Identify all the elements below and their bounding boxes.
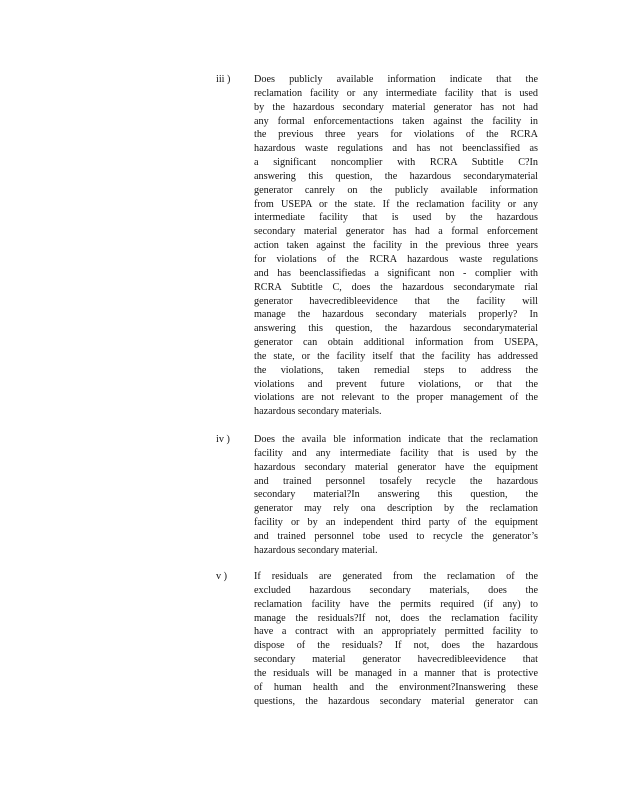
text-line: the previous three years for violations of the RCRA: [254, 129, 538, 141]
text-line: hazardous waste regulations and has not beenclassified as: [254, 143, 538, 155]
item-number: iii ): [216, 74, 231, 85]
text-line: facility or by an independent third party of the equipment: [254, 517, 538, 529]
text-line: generator can obtain additional information from USEPA,: [254, 337, 538, 349]
text-line: Does publicly available information indicate that the: [254, 74, 538, 85]
text-line: violations and prevent future violations, or that the: [254, 378, 538, 390]
text-line: and has beenclassifiedas a significant non - complier with: [254, 267, 538, 279]
text-line: dispose of the residuals? If not, does the hazardous: [254, 640, 538, 652]
text-line: RCRA Subtitle C, does the hazardous secondarymate rial: [254, 281, 538, 293]
text-line: reclamation facility have the permits required (if any) to: [254, 598, 538, 610]
text-line: and trained personnel tobe used to recycle the generator’s: [254, 530, 538, 542]
text-line: action taken against the facility in the previous three years: [254, 240, 538, 252]
item-text: [254, 433, 538, 558]
text-line: generator havecredibleevidence that the facility will: [254, 295, 538, 307]
text-line: reclamation facility or any intermediate facility that is used: [254, 87, 538, 99]
text-line: of human health and the environment?Inanswering these: [254, 681, 538, 693]
text-line: the state, or the facility itself that the facility has addressed: [254, 350, 538, 362]
text-line: questions, the hazardous secondary material generator can: [254, 695, 538, 707]
text-line: have a contract with an appropriately permitted facility to: [254, 626, 538, 638]
text-line: hazardous secondary materials.: [254, 406, 382, 418]
text-line: generator canrely on the publicly available information: [254, 184, 538, 196]
text-line: the violations, taken remedial steps to address the: [254, 364, 538, 376]
text-line: intermediate facility that is used by the hazardous: [254, 212, 538, 224]
text-line: secondary material generator havecredibleevidence that: [254, 654, 538, 666]
item-number: iv ): [216, 434, 230, 445]
text-line: hazardous secondary material generator have the equipment: [254, 461, 538, 473]
text-line: facility and any intermediate facility that is used by the: [254, 447, 538, 459]
text-line: generator may rely ona description by the reclamation: [254, 503, 538, 515]
text-line: manage the residuals?If not, does the reclamation facility: [254, 612, 538, 624]
text-line: from USEPA or the state. If the reclamation facility or any: [254, 198, 538, 210]
text-line: and trained personnel tosafely recycle the hazardous: [254, 475, 538, 487]
text-line: manage the hazardous secondary materials properly? In: [254, 309, 538, 321]
text-line: a significant noncomplier with RCRA Subtitle C?In: [254, 157, 538, 169]
text-line: answering this question, the hazardous secondarymaterial: [254, 323, 538, 335]
item-text: [254, 570, 538, 708]
text-line: excluded hazardous secondary materials, does the: [254, 584, 538, 596]
text-line: violations are not relevant to the proper management of the: [254, 392, 538, 404]
text-line: secondary material?In answering this question, the: [254, 489, 538, 501]
text-line: by the hazardous secondary material generator has not had: [254, 101, 538, 113]
text-line: Does the availa ble information indicate that the reclamation: [254, 434, 538, 445]
item-text: [254, 73, 538, 419]
text-line: answering this question, the hazardous secondarymaterial: [254, 170, 538, 182]
text-line: hazardous secondary material.: [254, 544, 378, 556]
item-number: v ): [216, 571, 228, 582]
text-line: the residuals will be managed in a manner that is protective: [254, 667, 538, 679]
text-line: any formal enforcementactions taken against the facility in: [254, 115, 538, 127]
text-line: for violations of the RCRA hazardous waste regulations: [254, 253, 538, 265]
text-line: secondary material generator has had a formal enforcement: [254, 226, 538, 238]
text-line: If residuals are generated from the reclamation of the: [254, 571, 538, 582]
